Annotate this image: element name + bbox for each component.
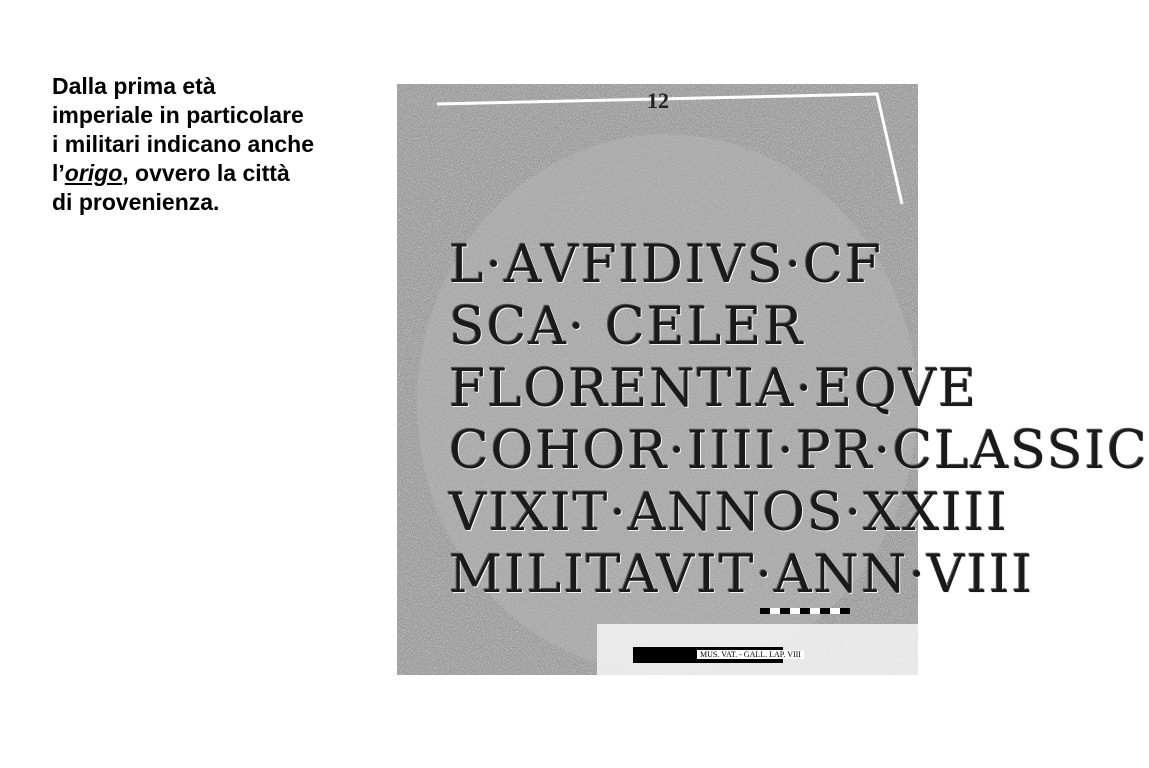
museum-caption: MUS. VAT. - GALL. LAP. VIII (697, 650, 804, 659)
text-line-3: i militari indicano anche (52, 131, 315, 157)
plate-number: 12 (647, 88, 669, 113)
text-line-5: di provenienza. (52, 189, 220, 215)
description-text (52, 72, 382, 217)
inscription-line: COHOR·IIII·PR·CLASSIC (449, 421, 1149, 481)
inscription-text (449, 234, 1149, 606)
inscription-line: MILITAVIT·ANN·VIII (449, 545, 1035, 605)
text-line-4-suffix: , ovvero la città (122, 160, 290, 186)
scale-bar (760, 608, 850, 614)
text-line-1: Dalla prima età (52, 73, 216, 99)
text-line-2: imperiale in particolare (52, 102, 304, 128)
inscription-photo (397, 84, 1149, 675)
text-line-4 (52, 159, 382, 188)
inscription-line: VIXIT·ANNOS·XXIII (449, 483, 1009, 543)
origo-term: origo (64, 160, 123, 186)
text-line-4-prefix: l’ (52, 160, 65, 186)
inscription-line: L·AVFIDIVS·CF (449, 235, 884, 295)
inscription-line: FLORENTIA·EQVE (449, 359, 979, 419)
inscription-line: SCA· CELER (449, 297, 805, 357)
